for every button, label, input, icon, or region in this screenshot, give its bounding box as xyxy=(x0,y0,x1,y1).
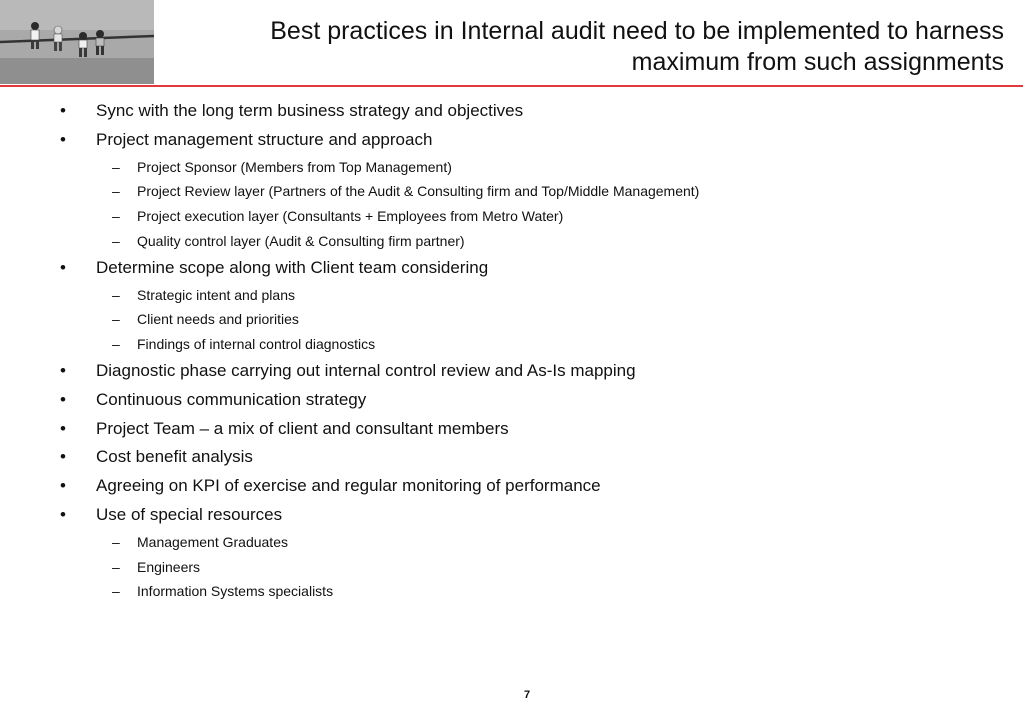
bullet-text: Project Team – a mix of client and consultant members xyxy=(96,418,509,438)
bullet-marker: • xyxy=(60,389,66,409)
bullet-text: Project Review layer (Partners of the Audit & Consulting firm and Top/Middle Management) xyxy=(137,183,700,200)
title-divider xyxy=(0,85,1023,87)
sub-bullet-item xyxy=(0,208,1023,225)
bullet-text: Client needs and priorities xyxy=(137,311,299,328)
dash-marker: – xyxy=(112,583,120,600)
bullet-text: Project management structure and approach xyxy=(96,129,433,149)
bullet-item xyxy=(0,258,1023,278)
bullet-list xyxy=(0,101,1023,608)
bullet-marker: • xyxy=(60,129,66,149)
dash-marker: – xyxy=(112,533,120,550)
bullet-text: Agreeing on KPI of exercise and regular monitoring of performance xyxy=(96,476,601,496)
bullet-text: Project Sponsor (Members from Top Management) xyxy=(137,158,452,175)
bullet-item xyxy=(0,130,1023,150)
sub-bullet-item xyxy=(0,336,1023,353)
bullet-item xyxy=(0,390,1023,410)
bullet-text: Quality control layer (Audit & Consulting firm partner) xyxy=(137,232,465,249)
bullet-marker: • xyxy=(60,447,66,467)
dash-marker: – xyxy=(112,183,120,200)
bullet-marker: • xyxy=(60,257,66,277)
bullet-item xyxy=(0,101,1023,121)
sub-bullet-item xyxy=(0,233,1023,250)
sub-bullet-item xyxy=(0,159,1023,176)
dash-marker: – xyxy=(112,158,120,175)
sub-bullet-item xyxy=(0,183,1023,200)
page-number: 7 xyxy=(524,689,531,701)
slide-title: Best practices in Internal audit need to be implemented to harness maximum from such assignments xyxy=(270,17,1004,76)
bullet-item xyxy=(0,447,1023,467)
bullet-text: Engineers xyxy=(137,558,201,575)
bullet-marker: • xyxy=(60,360,66,380)
dash-marker: – xyxy=(112,558,120,575)
dash-marker: – xyxy=(112,336,120,353)
bullet-item xyxy=(0,361,1023,381)
dash-marker: – xyxy=(112,311,120,328)
sub-bullet-item xyxy=(0,287,1023,304)
bullet-text: Strategic intent and plans xyxy=(137,286,295,303)
bullet-text: Continuous communication strategy xyxy=(96,389,367,409)
bullet-text: Findings of internal control diagnostics xyxy=(137,336,376,353)
bullet-item xyxy=(0,419,1023,439)
bullet-marker: • xyxy=(60,476,66,496)
bullet-text: Management Graduates xyxy=(137,533,288,550)
bullet-marker: • xyxy=(60,504,66,524)
dash-marker: – xyxy=(112,208,120,225)
bullet-text: Use of special resources xyxy=(96,504,283,524)
bullet-text: Diagnostic phase carrying out internal control review and As-Is mapping xyxy=(96,360,636,380)
sub-bullet-item xyxy=(0,534,1023,551)
bullet-item xyxy=(0,476,1023,496)
sub-bullet-item xyxy=(0,311,1023,328)
sub-bullet-item xyxy=(0,559,1023,576)
bullet-text: Determine scope along with Client team considering xyxy=(96,257,489,277)
sub-bullet-item xyxy=(0,583,1023,600)
header-photo xyxy=(0,0,154,84)
bullet-marker: • xyxy=(60,418,66,438)
bullet-item xyxy=(0,505,1023,525)
bullet-text: Cost benefit analysis xyxy=(96,447,253,467)
dash-marker: – xyxy=(112,232,120,249)
dash-marker: – xyxy=(112,286,120,303)
bullet-text: Project execution layer (Consultants + Employees from Metro Water) xyxy=(137,208,564,225)
bullet-text: Sync with the long term business strategy and objectives xyxy=(96,101,524,120)
bullet-marker: • xyxy=(60,101,66,120)
bullet-text: Information Systems specialists xyxy=(137,583,334,600)
